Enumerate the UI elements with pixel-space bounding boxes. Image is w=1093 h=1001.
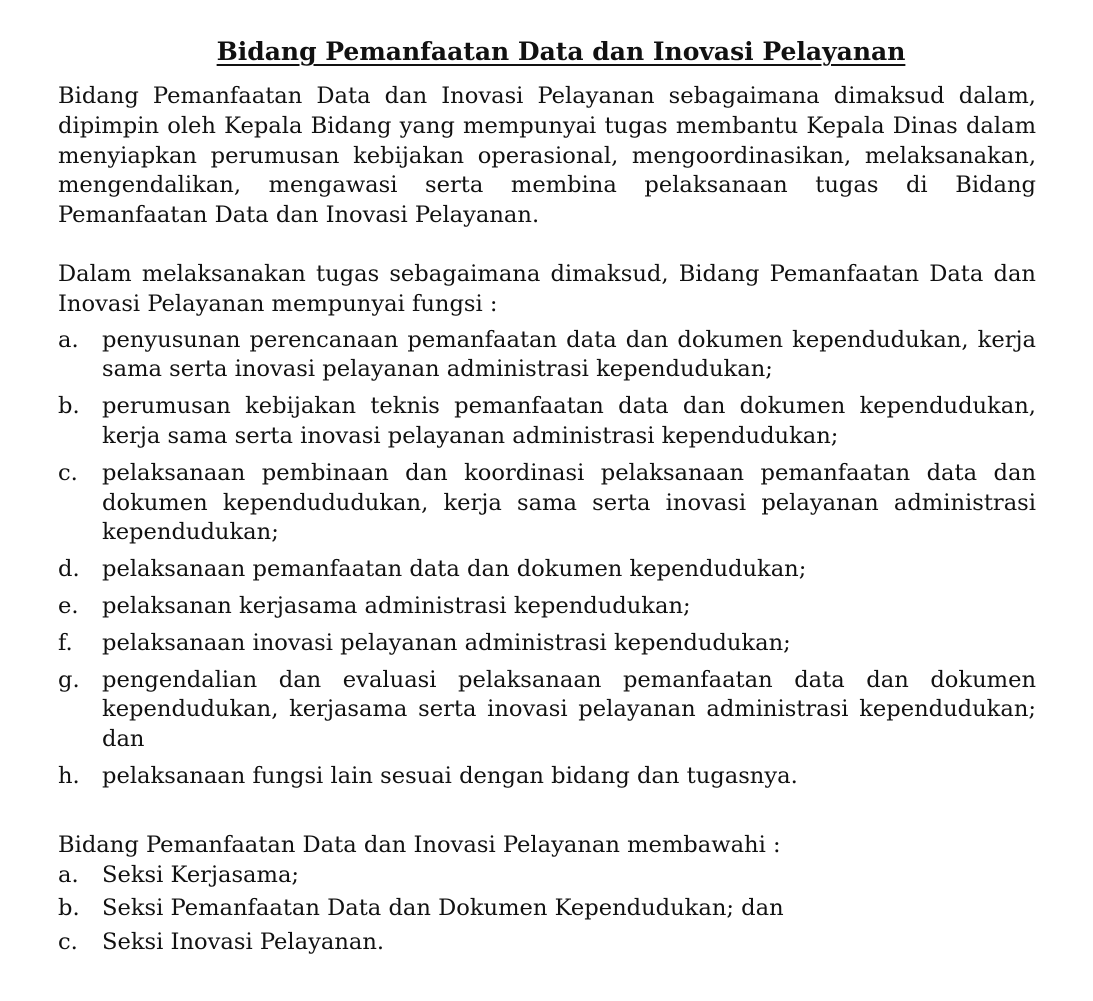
list-item-text: pengendalian dan evaluasi pelaksanaan pemanfaatan data dan dokumen kependudukan, kerjasama serta inovasi pelayanan administrasi kependudukan; dan [102,666,1036,753]
list-marker: c. [58,459,78,486]
paragraph-spacer [58,792,1036,831]
list-item-text: pelaksanaan pembinaan dan koordinasi pelaksanaan pemanfaatan data dan dokumen kependududukan, kerja sama serta inovasi pelayanan administrasi kependudukan; [102,459,1036,546]
list-marker: c. [58,929,78,956]
intro-paragraph: Bidang Pemanfaatan Data dan Inovasi Pelayanan sebagaimana dimaksud dalam, dipimpin oleh Kepala Bidang yang mempunyai tugas membantu Kepala Dinas dalam menyiapkan perumusan kebijakan operasional, mengoordinasikan, melaksanakan, mengendalikan, mengawasi serta membina pelaksanaan tugas di Bidang Pemanfaatan Data dan Inovasi Pelayanan. [58,83,1036,229]
function-item-f [58,629,1036,659]
list-marker: g. [58,666,80,693]
list-marker: a. [58,326,79,353]
list-marker: a. [58,861,79,888]
section-item-b [58,894,1036,924]
document-page [58,34,1036,958]
function-item-a [58,326,1036,386]
list-marker: b. [58,895,80,922]
functions-list [58,326,1036,792]
list-item-text: pelaksanaan pemanfaatan data dan dokumen kependudukan; [102,556,807,583]
list-marker: f. [58,629,73,656]
function-item-c [58,459,1036,548]
function-item-g [58,666,1036,755]
paragraph-spacer [58,231,1036,260]
function-item-e [58,592,1036,622]
list-item-text: pelaksanan kerjasama administrasi kependudukan; [102,592,691,619]
list-marker: h. [58,762,80,789]
list-item-text: Seksi Kerjasama; [102,861,300,888]
function-item-h [58,762,1036,792]
list-marker: d. [58,556,80,583]
list-marker: b. [58,393,80,420]
section-item-c [58,928,1036,958]
function-item-b [58,392,1036,452]
document-title [86,34,1036,70]
list-item-text: Seksi Inovasi Pelayanan. [102,929,385,956]
function-item-d [58,555,1036,585]
list-item-text: penyusunan perencanaan pemanfaatan data dan dokumen kependudukan, kerja sama serta inovasi pelayanan administrasi kependudukan; [102,326,1036,383]
list-item-text: pelaksanaan inovasi pelayanan administrasi kependudukan; [102,629,791,656]
list-item-text: Seksi Pemanfaatan Data dan Dokumen Kependudukan; dan [102,895,784,922]
sections-intro-paragraph: Bidang Pemanfaatan Data dan Inovasi Pelayanan membawahi : [58,831,781,858]
list-item-text: perumusan kebijakan teknis pemanfaatan data dan dokumen kependudukan, kerja sama serta inovasi pelayanan administrasi kependudukan; [102,393,1036,449]
document-title-text: Bidang Pemanfaatan Data dan Inovasi Pelayanan [216,37,906,66]
list-item-text: pelaksanaan fungsi lain sesuai dengan bidang dan tugasnya. [102,762,798,789]
functions-intro-paragraph: Dalam melaksanakan tugas sebagaimana dimaksud, Bidang Pemanfaatan Data dan Inovasi Pelayanan mempunyai fungsi : [58,260,1036,317]
sections-list [58,861,1036,958]
section-item-a [58,861,1036,891]
list-marker: e. [58,592,79,619]
